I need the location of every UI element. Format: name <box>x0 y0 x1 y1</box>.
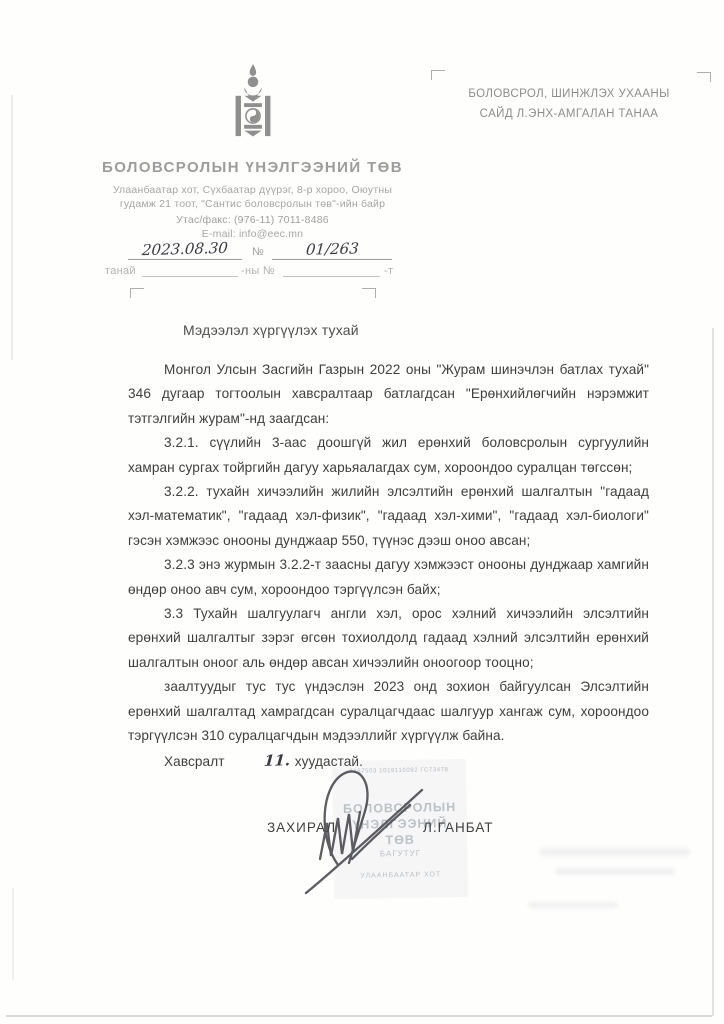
reply-suffix-label: -т <box>384 265 394 277</box>
corner-mark-top-left <box>431 70 445 80</box>
corner-mark-top-right <box>697 72 711 82</box>
email-line: E-mail: info@eec.mn <box>201 227 304 240</box>
handwritten-attachment-pages: 11. <box>263 750 292 770</box>
stamp-line-2: ҮНЭЛГЭЭНИЙ <box>352 816 448 832</box>
date-field <box>128 240 242 260</box>
paragraph-3-2-3: 3.2.3 энэ журмын 3.2.2-т заасны дагуу хэмжээст онооны дунджаар хамгийн өндөр оноо авч сум, хороондоо тэргүүлсэн байх; <box>128 557 649 597</box>
scan-edge-bottom <box>6 1015 712 1017</box>
handwritten-number: 01/263 <box>304 239 360 259</box>
reply-blank-2 <box>283 276 380 277</box>
addressee-line-1: БОЛОВСРОЛ, ШИНЖЛЭХ УХААНЫ <box>468 88 670 100</box>
stamp-line-4: БАГУТУГ <box>379 848 422 859</box>
paragraph-3-3: 3.3 Тухайн шалгуулагч англи хэл, орос хэлний хичээлийн элсэлтийн ерөнхий шалгалтыг зэрэг өгсөн тохиолдолд гадаад хэлний элсэлтийн ерөнхий шалгалтын оноог аль өндөр авсан хичээлийн оноогоор тооцно; <box>128 606 649 670</box>
scan-edge-left-upper <box>11 95 13 360</box>
stamp-line-5: УЛААНБААТАР ХОТ <box>360 871 442 880</box>
signer-title: ЗАХИРАЛ <box>267 820 337 835</box>
organization-address <box>95 184 410 241</box>
reply-prefix-label: танай <box>105 265 136 277</box>
reply-blank-1 <box>142 276 238 277</box>
signature-scribble <box>298 763 430 901</box>
soyombo-emblem-icon <box>222 56 284 148</box>
corner-mark-body-right <box>362 288 376 298</box>
paragraph-3-2-1: 3.2.1. сүүлийн 3-аас доошгүй жил ерөнхий боловсролын сургуулийн хамран сургах тойргийн дагуу харьяалагдах сум, хороондоо суралцан төгссөн; <box>128 435 649 475</box>
bleedthrough-smudge <box>555 868 675 875</box>
reply-mid-label: -ны № <box>241 265 276 277</box>
scan-edge-right <box>712 328 714 1016</box>
bleedthrough-smudge <box>528 902 618 908</box>
corner-mark-body-left <box>130 288 144 298</box>
organization-name: БОЛОВСРОЛЫН ҮНЭЛГЭЭНИЙ ТӨВ <box>102 159 403 176</box>
paragraph-3-2-2: 3.2.2. тухайн хичээлийн жилийн элсэлтийн ерөнхий шалгалтын "гадаад хэл-математик", "гадаад хэл-физик", "гадаад хэл-хими", "гадаад хэл-биологи" гэсэн хэмжээс онооны дунджаар 550, түүнэс дээш оноо авсан; <box>128 484 649 548</box>
addressee-line-2: САЙД Л.ЭНХ-АМГАЛАН ТАНАА <box>479 108 659 120</box>
scan-edge-left-lower <box>12 888 14 980</box>
stamp-serial: 7167503 1019110092 ГС73478 <box>349 767 449 775</box>
addressee-block <box>428 84 710 124</box>
attachment-suffix: хуудастай. <box>294 753 363 769</box>
address-line-2: гудамж 21 тоот, "Сантис боловсролын төв"-ийн байр <box>119 197 386 210</box>
stamp-line-3: ТӨВ <box>385 832 415 848</box>
bleedthrough-smudge <box>540 848 690 856</box>
number-sign: № <box>252 246 264 258</box>
paragraph-intro: Монгол Улсын Засгийн Газрын 2022 оны "Журам шинэчлэн батлах тухай" 346 дугаар тогтоолын хавсралтаар батлагдсан "Ерөнхийлөгчийн нэрэмжит тэтгэлгийн журам"-нд заагдсан: <box>128 362 649 426</box>
letterhead <box>95 56 410 241</box>
paragraph-conclusion: заалтуудыг тус тус үндэслэн 2023 онд зохион байгуулсан Элсэлтийн ерөнхий шалгалтад хамрагдсан суралцагчдаас шалгуур хангаж сум, хороондоо тэргүүлсэн 310 суралцагчдын мэдээллийг хүргүүлж байна. <box>128 679 649 744</box>
handwritten-date: 2023.08.30 <box>141 238 229 260</box>
letter-body <box>128 358 649 774</box>
signer-name: Л.ГАНБАТ <box>423 820 494 835</box>
address-line-1: Улаанбаатар хот, Сүхбаатар дүүрэг, 8-р хороо, Оюутны <box>112 184 393 196</box>
document-number-field <box>272 240 392 260</box>
stamp-line-1: БОЛОВСРОЛЫН <box>342 800 457 816</box>
phone-line: Утас/факс: (976-11) 7011-8486 <box>176 214 329 226</box>
attachment-prefix: Хавсралт <box>164 753 225 769</box>
subject-line: Мэдээлэл хүргүүлэх тухай <box>183 322 359 338</box>
